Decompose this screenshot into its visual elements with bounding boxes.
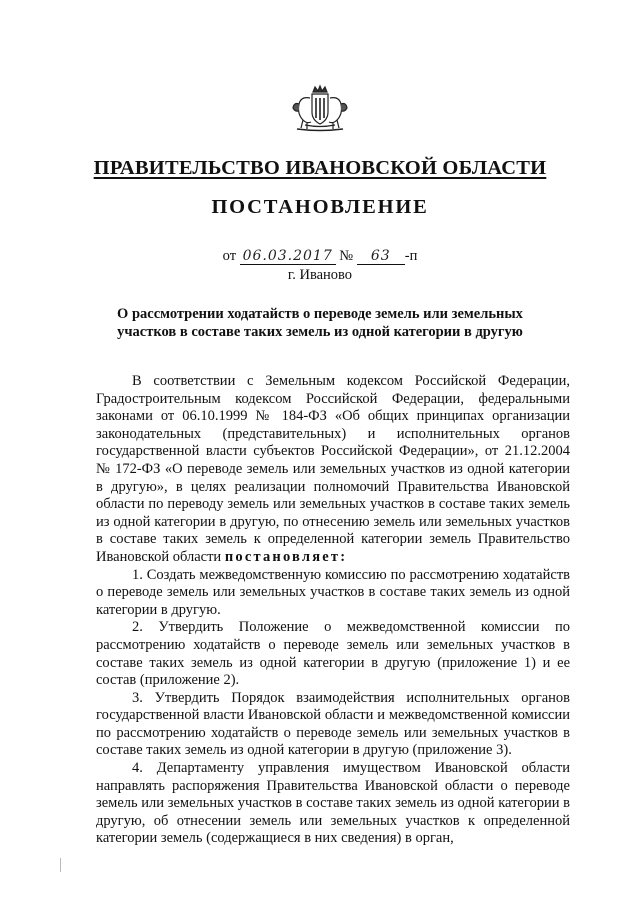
item-3: 3. Утвердить Порядок взаимодействия исполнительных органов государственной власти Ивановской области и межведомственной комиссии по рассмотрению ходатайств о переводе земель или земельных участков в составе таких земель из одной категории в другую (приложение 3). [96,689,570,759]
document-type: ПОСТАНОВЛЕНИЕ [211,196,429,218]
coat-of-arms-emblem [291,84,349,132]
organization-name: ПРАВИТЕЛЬСТВО ИВАНОВСКОЙ ОБЛАСТИ [93,157,547,179]
item-4: 4. Департаменту управления имуществом Ивановской области направлять распоряжения Правительства Ивановской области о переводе земель или земельных участков в составе таких земель из одной категории в другую, об отнесении земель или земельных участков к определенной категории земель (содержащиеся в них сведения) в орган, [96,760,570,847]
number-suffix: -п [404,248,418,264]
city: г. Иваново [287,267,353,283]
item-2: 2. Утвердить Положение о межведомственной комиссии по рассмотрению ходатайств о переводе земель или земельных участков в составе таких земель из одной категории в другую (приложение 1) и ее состав (приложение 2). [96,619,570,689]
number-label: № [339,248,354,264]
handwritten-number: 63 [357,249,405,265]
preamble-paragraph [96,373,570,567]
preamble-text: В соответствии с Земельным кодексом Российской Федерации, Градостроительным кодексом Российской Федерации, федеральными законами от 06.10.1999 № 184-ФЗ «Об общих принципах организации законодательных (представительных) и исполнительных органов государственной власти субъектов Российской Федерации», от 21.12.2004 № 172-ФЗ «О переводе земель или земельных участков из одной категории в другую», в целях реализации полномочий Правительства Ивановской области по переводу земель или земельных участков в составе таких земель из одной категории в другую, по отнесению земель или земельных участков в составе таких земель к определенной категории земель Правительство Ивановской области [96,373,570,565]
resolution-body [96,373,570,848]
resolution-title: О рассмотрении ходатайств о переводе земель или земельных участков в составе таких земель из одной категории в другую [117,306,523,340]
resolves-keyword: постановляет: [224,548,348,565]
date-label: от [222,248,237,264]
scan-margin-mark [60,858,61,872]
registration-line [0,248,640,265]
item-1: 1. Создать межведомственную комиссию по рассмотрению ходатайств о переводе земель или земельных участков в составе таких земель из одной категории в другую. [96,566,570,618]
handwritten-date: 06.03.2017 [240,249,336,265]
